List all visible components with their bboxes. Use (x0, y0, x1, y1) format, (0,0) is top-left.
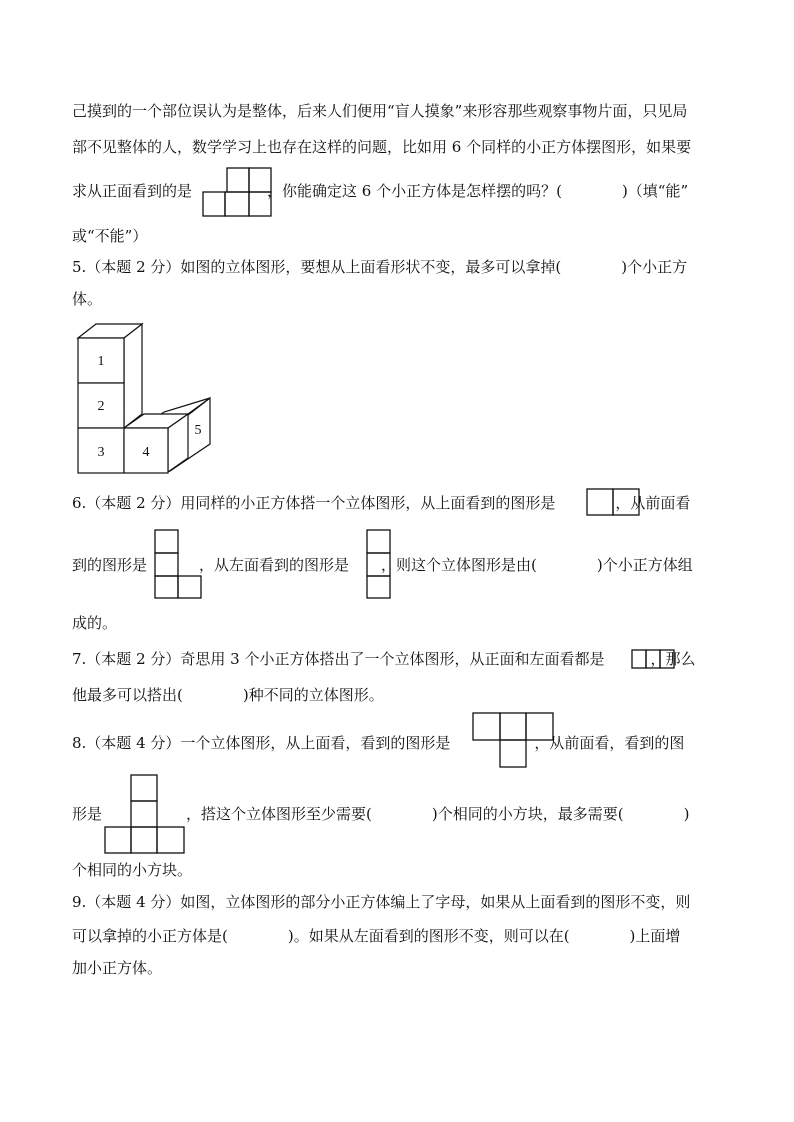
q8-text-line1 (72, 733, 684, 753)
q7-line1-part-a: 7.（本题 2 分）奇思用 3 个小正方体搭出了一个立体图形，从正面和左面看都是 (72, 650, 605, 668)
q4-text-line2: 部不见整体的人，数学学习上也存在这样的问题，比如用 6 个同样的小正方体摆图形，如果要 (72, 138, 692, 156)
cube-label-1: 1 (97, 354, 105, 369)
q6-line1-part-b: ，从前面看 (615, 494, 691, 512)
q9-text-line3: 加小正方体。 (72, 959, 163, 977)
q8-line2-part-b: ，搭这个立体图形至少需要( )个相同的小方块，最多需要( ) (186, 805, 690, 823)
q5-cube-figure (72, 318, 214, 478)
q8-text-line3: 个相同的小方块。 (72, 861, 193, 879)
q7-text-line2: 他最多可以搭出( )种不同的立体图形。 (72, 686, 384, 704)
q9-text-line2: 可以拿掉的小正方体是( )。如果从左面看到的图形不变，则可以在( )上面增 (72, 927, 681, 945)
q4-text-line1: 己摸到的一个部位误认为是整体，后来人们便用“盲人摸象”来形容那些观察事物片面，只见局 (72, 102, 688, 120)
q4-line3-part-b: ，你能确定这 6 个小正方体是怎样摆的吗？( )（填“能” (267, 182, 689, 200)
q4-line3-part-a: 求从正面看到的是 (72, 182, 193, 200)
q4-front-view-figure (200, 167, 276, 219)
q6-left-view-figure (365, 528, 393, 600)
q7-text-line1 (72, 649, 696, 669)
cube-label-2: 2 (97, 399, 105, 414)
q6-line2-part-b: ，从左面看到的图形是 (199, 556, 350, 574)
q8-front-view-figure (102, 773, 188, 855)
q5-text-line2: 体。 (72, 290, 103, 308)
q7-view-figure (630, 648, 676, 670)
cube-label-3: 3 (97, 445, 105, 460)
q6-front-view-figure (152, 528, 204, 600)
q6-line1-part-a: 6.（本题 2 分）用同样的小正方体搭一个立体图形，从上面看到的图形是 (72, 494, 556, 512)
q8-line1-part-a: 8.（本题 4 分）一个立体图形，从上面看，看到的图形是 (72, 734, 451, 752)
q8-line2-part-a: 形是 (72, 805, 103, 823)
q5-text-line1: 5.（本题 2 分）如图的立体图形，要想从上面看形状不变，最多可以拿掉( )个小正方 (72, 258, 688, 276)
q4-text-line4: 或“不能”） (72, 227, 148, 245)
q8-line1-part-b: ，从前面看，看到的图 (534, 734, 685, 752)
q6-text-line3: 成的。 (72, 614, 118, 632)
q4-text-line3 (72, 181, 688, 201)
q7-line1-part-b: ，那么 (650, 650, 696, 668)
q6-line2-part-a: 到的图形是 (72, 556, 148, 574)
cube-label-4: 4 (142, 445, 150, 460)
q6-top-view-figure (585, 487, 643, 517)
cube-label-5: 5 (194, 423, 202, 438)
q9-text-line1: 9.（本题 4 分）如图，立体图形的部分小正方体编上了字母，如果从上面看到的图形不变，则 (72, 893, 691, 911)
q6-line2-part-c: ，则这个立体图形是由( )个小正方体组 (381, 556, 693, 574)
q8-top-view-figure (471, 711, 557, 769)
